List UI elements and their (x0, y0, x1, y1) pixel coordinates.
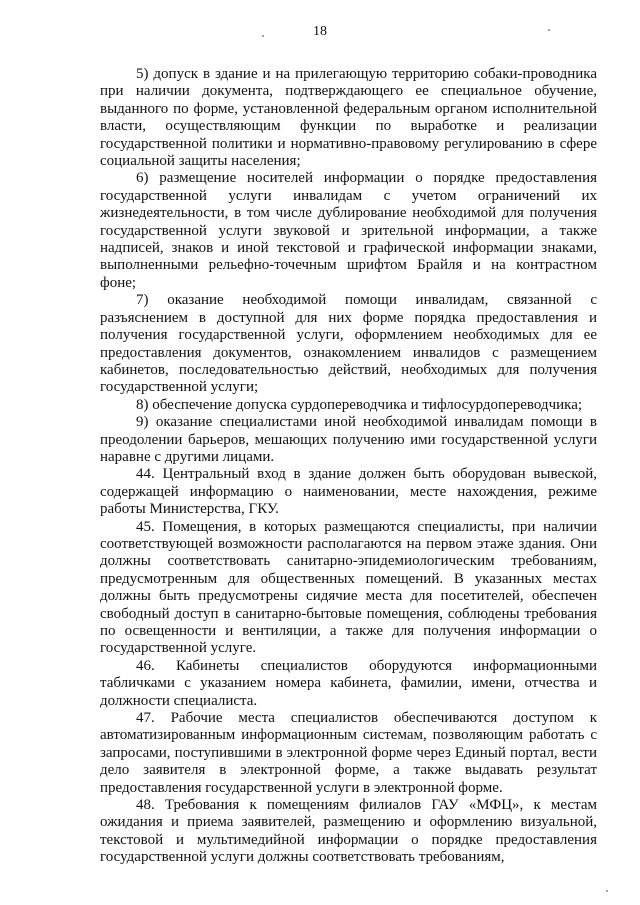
scan-speck (606, 890, 608, 892)
paragraph-clause-47: 47. Рабочие места специалистов обеспечиваются доступом к автоматизированным информационным системам, позволяющим работать с запросами, поступившими в электронной форме через Единый портал, вести дело заявителя в электронной форме, а также выдавать результат предоставления государственной услуги в электронной форме. (100, 710, 597, 796)
paragraph-item-8: 8) обеспечение допуска сурдопереводчика и тифлосурдопереводчика; (136, 396, 583, 413)
paragraph-item-6: 6) размещение носителей информации о порядке предоставления государственной услуги инвалидам с учетом ограничений их жизнедеятельности, в том числе дублирование необходимой для получения государственной услуги звуковой и зрительной информации, а также надписей, знаков и иной текстовой и графической информации знаками, выполненными рельефно-точечным шрифтом Брайля и на контрастном фоне; (100, 170, 597, 291)
paragraph-item-7: 7) оказание необходимой помощи инвалидам, связанной с разъяснением в доступной для них форме порядка предоставления и получения государственной услуги, оформлением необходимых для ее предоставления документов, ознакомлением инвалидов с размещением кабинетов, последовательностью действий, необходимых для получения государственной услуги; (100, 292, 597, 396)
paragraph-clause-46: 46. Кабинеты специалистов оборудуются информационными табличками с указанием номера кабинета, фамилии, имени, отчества и должности специалиста. (100, 657, 597, 709)
paragraph-item-5: 5) допуск в здание и на прилегающую территорию собаки-проводника при наличии документа, подтверждающего ее специальное обучение, выданного по форме, установленной федеральным органом исполнительной власти, осуществляющим функции по выработке и реализации государственной политики и нормативно-правовому регулированию в сфере социальной защиты населения; (100, 66, 597, 170)
paragraph-clause-44: 44. Центральный вход в здание должен быть оборудован вывеской, содержащей информацию о наименовании, месте нахождения, режиме работы Министерства, ГКУ. (100, 466, 597, 518)
document-body (100, 66, 597, 867)
page-number: 18 (313, 24, 327, 39)
paragraph-item-9: 9) оказание специалистами иной необходимой инвалидам помощи в преодолении барьеров, мешающих получению ими государственной услуги наравне с другими лицами. (100, 414, 597, 465)
paragraph-clause-45: 45. Помещения, в которых размещаются специалисты, при наличии соответствующей возможности располагаются на первом этаже здания. Они должны соответствовать санитарно-эпидемиологическим требованиям, предусмотренным для общественных помещений. В указанных местах должны быть предусмотрены сидячие места для посетителей, обеспечен свободный доступ в санитарно-бытовые помещения, соблюдены требования по освещенности и вентиляции, а также для получения информации о государственной услуге. (100, 518, 597, 657)
scan-speck (548, 29, 550, 31)
scan-speck (262, 35, 264, 37)
paragraph-clause-48: 48. Требования к помещениям филиалов ГАУ «МФЦ», к местам ожидания и приема заявителей, размещению и оформлению визуальной, текстовой и мультимедийной информации о порядке предоставления государственной услуги должны соответствовать требованиям, (100, 797, 597, 866)
